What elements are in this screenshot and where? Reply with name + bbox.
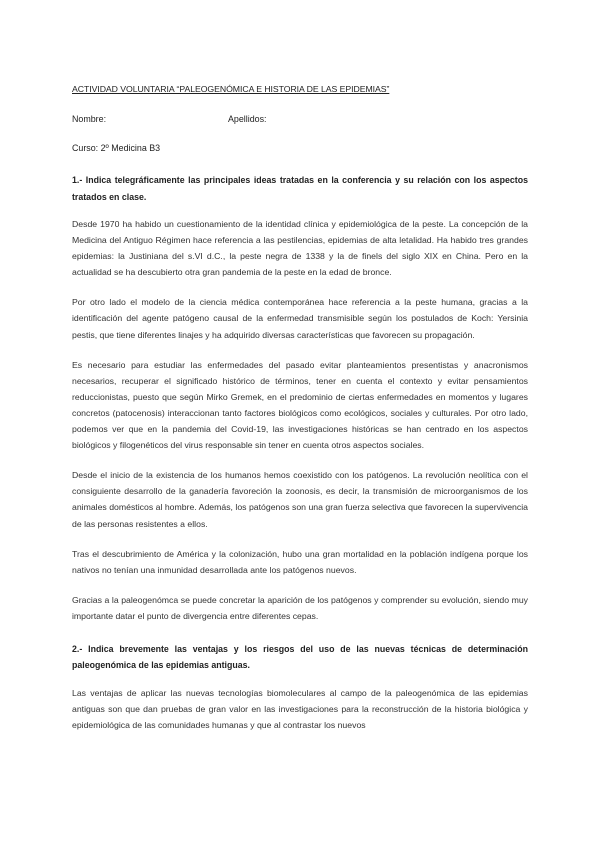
nombre-label: Nombre: bbox=[72, 114, 107, 124]
name-fields-row bbox=[72, 114, 528, 126]
document-body bbox=[72, 84, 528, 733]
curso-label: Curso: 2º Medicina B3 bbox=[72, 143, 161, 153]
answer-2-paragraph: Las ventajas de aplicar las nuevas tecnologías biomoleculares al campo de la paleogenómica de las epidemias antiguas son que dan pruebas de gran valor en las investigaciones para la reconstrucción de la historia biológica y epidemiológica de las comunidades humanas y que al contrastar los nuevos bbox=[72, 687, 528, 731]
question-2: 2.- Indica brevemente las ventajas y los riesgos del uso de las nuevas técnicas de determinación paleogenómica de las epidemias antiguas. bbox=[72, 643, 528, 671]
answer-1-paragraph: Gracias a la paleogenómca se puede concretar la aparición de los patógenos y comprender su evolución, siendo muy importante datar el punto de divergencia entre diferentes cepas. bbox=[72, 594, 528, 621]
answer-1-paragraph: Tras el descubrimiento de América y la colonización, hubo una gran mortalidad en la población indígena porque los nativos no tenían una inmunidad desarrollada ante los patógenos nuevos. bbox=[72, 548, 528, 575]
question-1: 1.- Indica telegráficamente las principales ideas tratadas en la conferencia y su relación con los aspectos tratados en clase. bbox=[72, 175, 528, 202]
answer-1-paragraph: Desde 1970 ha habido un cuestionamiento de la identidad clínica y epidemiológica de la peste. La concepción de la Medicina del Antiguo Régimen hace referencia a las pestilencias, epidemias de alta letalidad. Ha habido tres grandes epidemias: la Justiniana del s.VI d.C., la peste negra de 1338 y la de finels del siglo XIX en China. Pero en la actualidad se ha descubierto otra gran pandemia de la peste en la edad de bronce. bbox=[72, 219, 528, 278]
answer-1-paragraph: Es necesario para estudiar las enfermedades del pasado evitar planteamientos presentistas y anacronismos necesarios, recuperar el significado histórico de términos, tener en cuenta el contexto y evitar pensamientos reduccionistas, puesto que según Mirko Gremek, en el predominio de ciertas enfermedades en momentos y lugares concretos (patocenosis) interaccionan tanto factores biológicos como ecológicos, sociales y culturales. Por otro lado, podemos ver que en la pandemia del Covid-19, las investigaciones históricas se han centrado en los aspectos biológicos y filogenéticos del virus responsable sin tener en cuenta otros aspectos sociales. bbox=[72, 359, 528, 451]
apellidos-label: Apellidos: bbox=[228, 114, 267, 124]
document-title: ACTIVIDAD VOLUNTARIA “PALEOGENÓMICA E HISTORIA DE LAS EPIDEMIAS” bbox=[72, 84, 390, 94]
answer-1-paragraph: Desde el inicio de la existencia de los humanos hemos coexistido con los patógenos. La revolución neolítica con el consiguiente desarrollo de la ganadería favoreción la zoonosis, es decir, la transmisión de microorganismos de los animales domésticos al hombre. Además, los patógenos son una gran fuerza selectiva que favorecen la supervivencia de las personas resistentes a ellos. bbox=[72, 470, 528, 529]
answer-1-paragraph: Por otro lado el modelo de la ciencia médica contemporánea hace referencia a la peste humana, gracias a la identificación del agente patógeno causal de la enfermedad transmisible según los postulados de Koch: Yersinia pestis, que tiene diferentes linajes y ha adquirido diversas características que favorecen su propagación. bbox=[72, 297, 528, 340]
